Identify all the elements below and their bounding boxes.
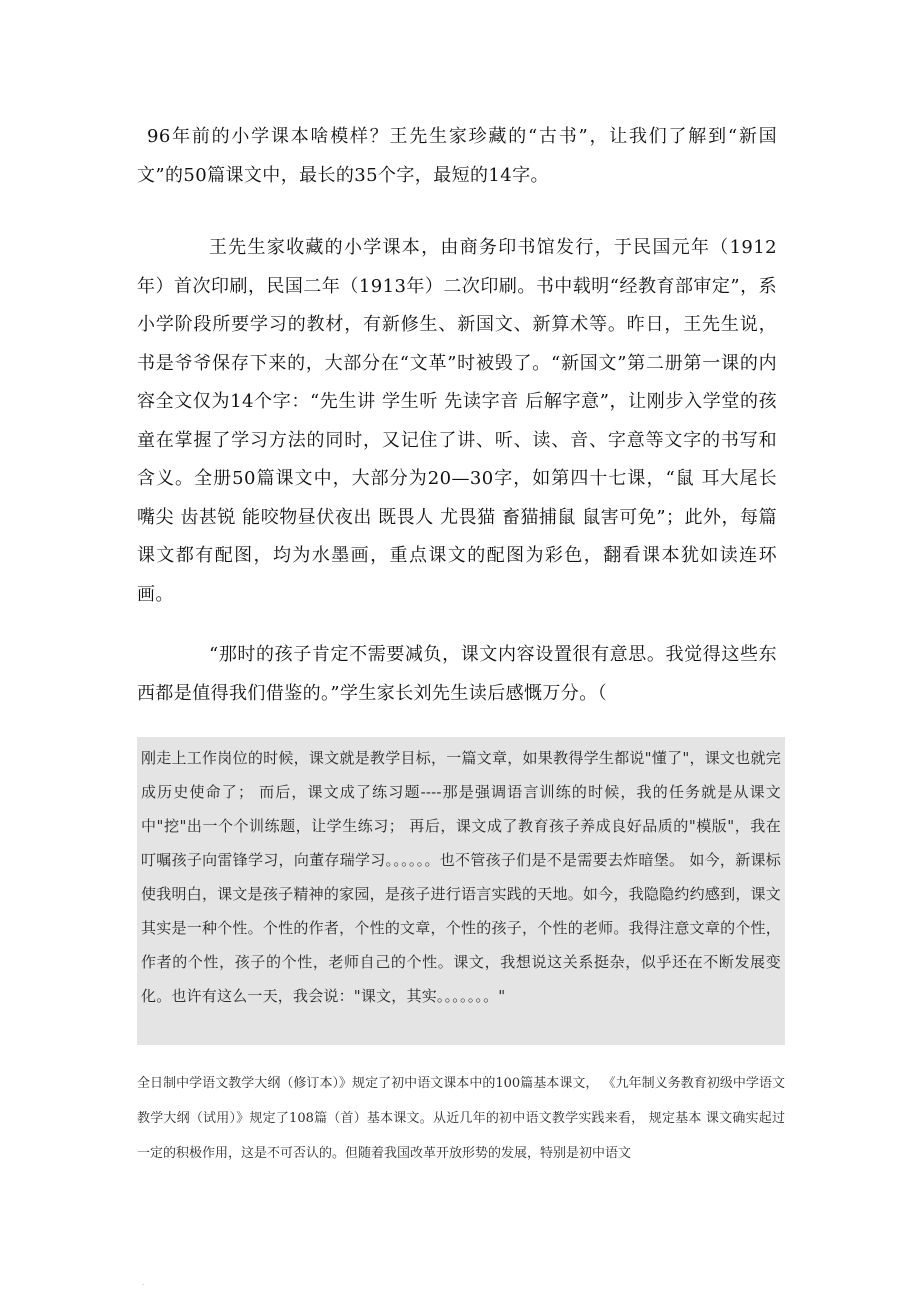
- page-corner-mark: .: [142, 1278, 145, 1287]
- intro-paragraph: 96年前的小学课本啥模样？王先生家珍藏的“古书”，让我们了解到“新国文”的50篇课文中，最长的35个字，最短的14字。: [137, 126, 777, 186]
- shaded-quote-text: 刚走上工作岗位的时候，课文就是教学目标，一篇文章，如果教得学生都说"懂了"，课文也就完成历史使命了； 而后，课文成了练习题----那是强调语言训练的时候，我的任务就是从课文中"挖"出一个个训练题，让学生练习； 再后，课文成了教育孩子养成良好品质的"模版"，我在叮嘱孩子向雷锋学习，向董存瑞学习。。。。。。也不管孩子们是不是需要去炸暗堡。 如今，新课标使我明白，课文是孩子精神的家园，是孩子进行语言实践的天地。如今，我隐隐约约感到，课文其实是一种个性。个性的作者，个性的文章，个性的孩子，个性的老师。我得注意文章的个性，作者的个性，孩子的个性，老师自己的个性。课文，我想说这关系挺杂，似乎还在不断发展变化。也许有这么一天，我会说："课文，其实。。。。。。。": [141, 749, 781, 1005]
- syllabus-paragraph: 全日制中学语文教学大纲（修订本）》规定了初中语文课本中的100篇基本课文， 《九年制义务教育初级中学语文教学大纲（试用）》规定了108篇（首）基本课文。从近几年的初中语文教学实践来看， 规定基本 课文确实起过一定的积极作用，这是不可否认的。但随着我国改革开放形势的发展，特别是初中语文: [137, 1076, 785, 1161]
- shaded-quote-block: [137, 737, 785, 1045]
- parent-quote-paragraph: “那时的孩子肯定不需要减负，课文内容设置很有意思。我觉得这些东西都是值得我们借鉴的。”学生家长刘先生读后感慨万分。（: [137, 644, 777, 704]
- textbook-description-paragraph: 王先生家收藏的小学课本，由商务印书馆发行，于民国元年（1912年）首次印刷，民国二年（1913年）二次印刷。书中载明“经教育部审定”，系小学阶段所要学习的教材，有新修生、新国文、新算术等。昨日，王先生说，书是爷爷保存下来的，大部分在“文革”时被毁了。“新国文”第二册第一课的内容全文仅为14个字：“先生讲 学生听 先读字音 后解字意”，让刚步入学堂的孩童在掌握了学习方法的同时，又记住了讲、听、读、音、字意等文字的书写和含义。全册50篇课文中，大部分为20—30字，如第四十七课，“鼠 耳大尾长 嘴尖 齿甚锐 能咬物昼伏夜出 既畏人 尤畏猫 畜猫捕鼠 鼠害可免”；此外，每篇课文都有配图，均为水墨画，重点课文的配图为彩色，翻看课本犹如读连环画。: [137, 237, 777, 605]
